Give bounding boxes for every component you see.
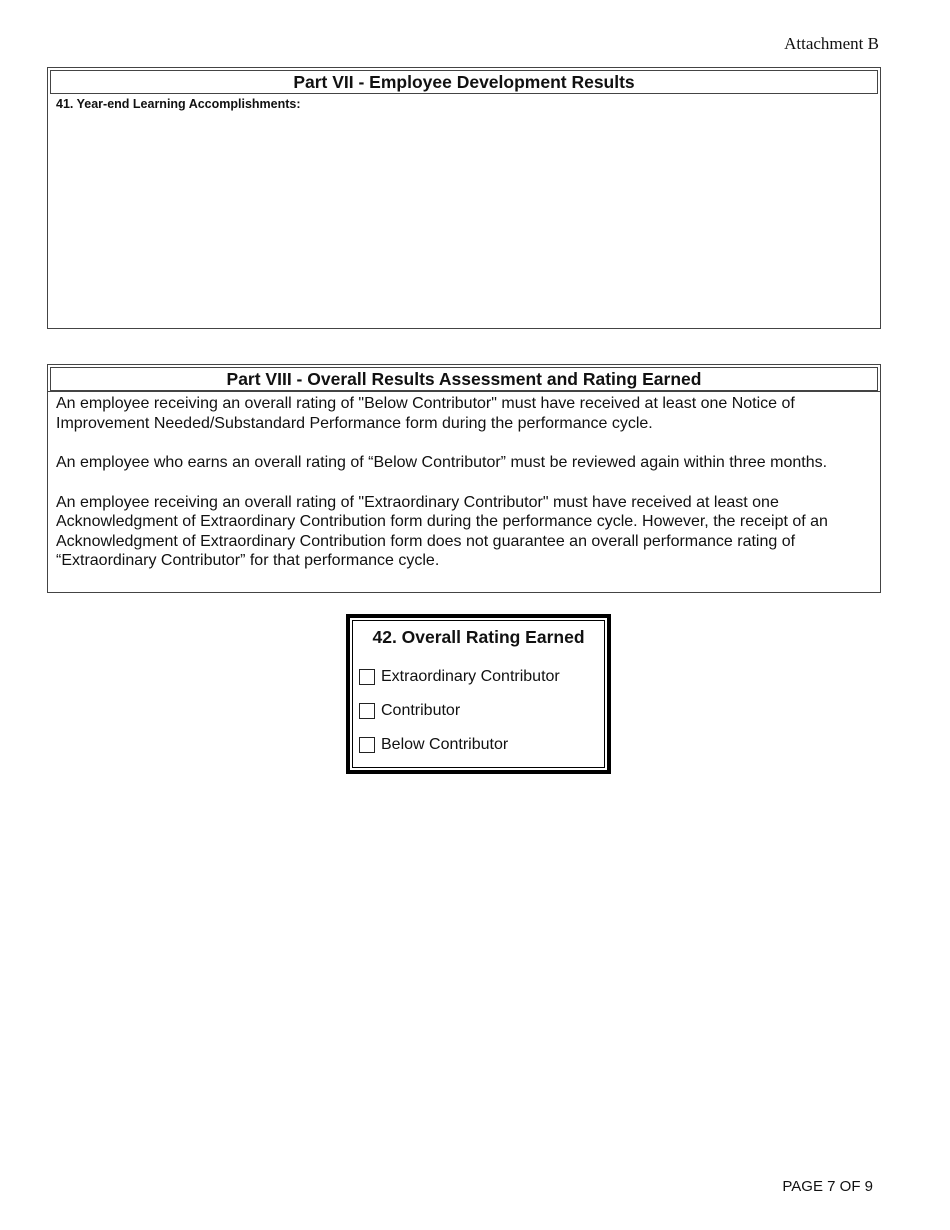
part8-paragraph: An employee who earns an overall rating of “Below Contributor” must be reviewed again within three months. — [56, 454, 828, 471]
part7-title: Part VII - Employee Development Results — [50, 70, 878, 94]
rating-option-extraordinary[interactable] — [359, 660, 598, 694]
part8-title: Part VIII - Overall Results Assessment and Rating Earned — [50, 367, 878, 391]
learning-accomplishments-label: 41. Year-end Learning Accomplishments: — [56, 97, 301, 111]
part7-section — [47, 67, 881, 329]
rating-option-below[interactable] — [359, 728, 598, 762]
part8-body — [48, 391, 880, 571]
page-number: PAGE 7 OF 9 — [782, 1178, 873, 1195]
part8-section — [47, 364, 881, 593]
rating-option-contributor[interactable] — [359, 694, 598, 728]
overall-rating-title: 42. Overall Rating Earned — [372, 627, 585, 647]
overall-rating-box — [346, 614, 611, 774]
learning-accomplishments-field[interactable] — [50, 118, 878, 326]
option-label: Below Contributor — [381, 736, 509, 753]
part8-paragraph: An employee receiving an overall rating of "Extraordinary Contributor" must have received at least one Acknowledgment of Extraordinary Contribution form during the performance cycle. However, the receipt of an Acknowledgment of Extraordinary Contribution form does not guarantee an overall performance rating of “Extraordinary Contributor” for that performance cycle. — [56, 493, 828, 569]
option-label: Contributor — [381, 702, 461, 719]
option-label: Extraordinary Contributor — [381, 668, 560, 685]
attachment-label: Attachment B — [784, 34, 879, 53]
below-contributor-checkbox[interactable] — [359, 737, 375, 753]
part8-paragraph: An employee receiving an overall rating of "Below Contributor" must have received at least one Notice of Improvement Needed/Substandard Performance form during the performance cycle. — [56, 395, 795, 432]
extraordinary-checkbox[interactable] — [359, 669, 375, 685]
contributor-checkbox[interactable] — [359, 703, 375, 719]
